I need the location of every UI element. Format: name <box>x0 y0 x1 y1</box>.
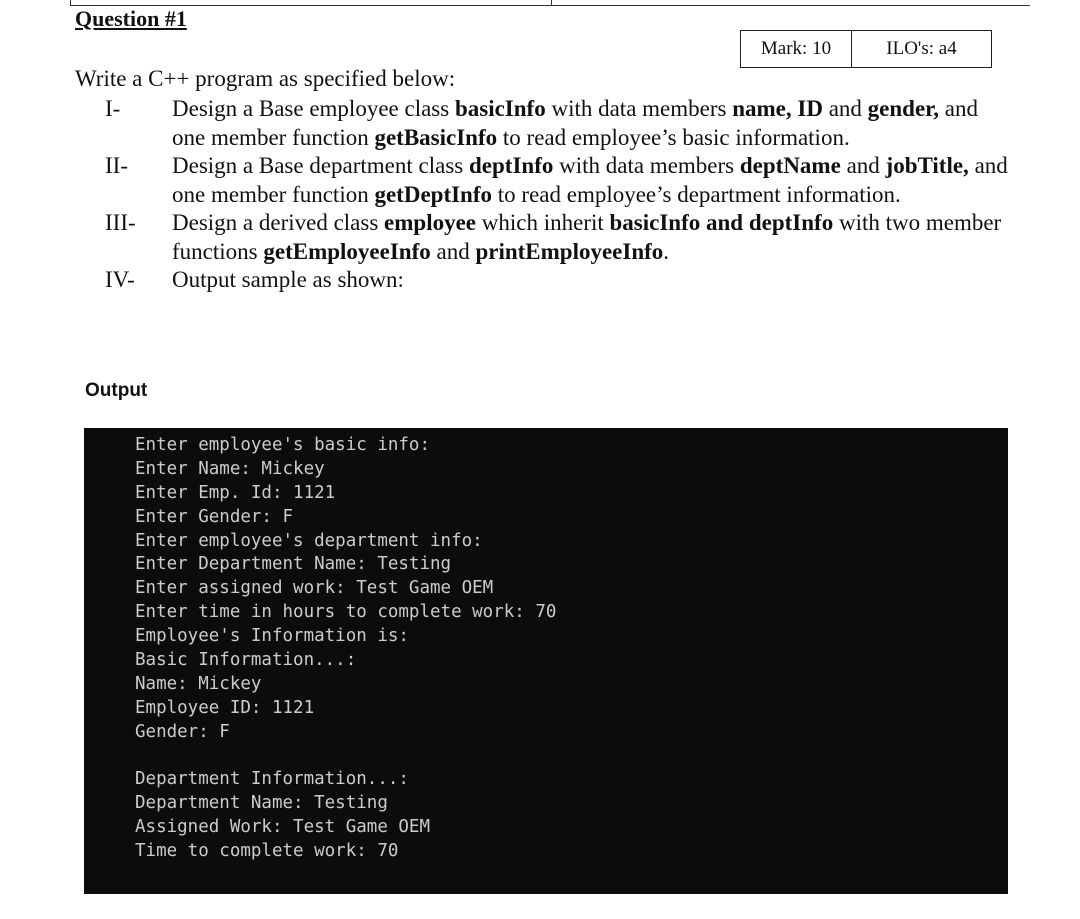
console-line <box>135 745 1008 769</box>
requirement-text: with data members <box>545 96 733 121</box>
requirement-text: Design a Base department class <box>172 153 469 178</box>
requirement-item <box>75 209 1015 266</box>
console-line: Assigned Work: Test Game OEM <box>135 817 431 838</box>
requirement-number: III- <box>105 210 136 235</box>
console-line: Enter employee's department info: <box>135 530 483 551</box>
console-line: Employee's Information is: <box>135 626 409 647</box>
console-line: Name: Mickey <box>135 673 262 694</box>
requirement-number: II- <box>105 153 128 178</box>
requirement-keyword: basicInfo and deptInfo <box>609 210 834 235</box>
requirement-text: Output sample as shown: <box>172 267 404 292</box>
top-table-border <box>70 0 1030 6</box>
intro-text: Write a C++ program as specified below: <box>75 66 456 91</box>
ilo-cell: ILO's: a4 <box>886 38 957 59</box>
console-line: Department Information...: <box>135 769 409 790</box>
requirement-text: . <box>663 238 670 264</box>
requirement-keyword: getBasicInfo <box>374 124 498 150</box>
requirement-keyword: getDeptInfo <box>374 181 493 207</box>
requirement-keyword: printEmployeeInfo <box>475 238 664 264</box>
requirement-keyword: getEmployeeInfo <box>263 238 431 264</box>
requirement-keyword: name, ID <box>732 96 823 121</box>
requirement-keyword: deptName <box>739 153 841 178</box>
requirement-text: Design a Base employee class <box>172 96 455 121</box>
question-title: Question #1 <box>75 6 187 31</box>
requirement-number: IV- <box>105 267 135 292</box>
requirement-text: and <box>822 96 868 121</box>
mark-table <box>740 30 992 68</box>
requirement-text: and one member function <box>172 153 1008 207</box>
requirement-number: I- <box>105 96 121 121</box>
requirement-item <box>75 95 1015 152</box>
console-output <box>84 428 1008 894</box>
console-line: Enter time in hours to complete work: 70 <box>135 602 557 623</box>
requirements-list <box>75 95 1015 295</box>
console-line: Enter Name: Mickey <box>135 458 325 479</box>
requirement-text: and <box>430 238 476 264</box>
console-line: Enter Emp. Id: 1121 <box>135 482 336 503</box>
console-line: Enter Gender: F <box>135 506 294 527</box>
requirement-text: with data members <box>553 153 740 178</box>
requirement-keyword: gender, <box>867 96 940 121</box>
requirement-keyword: employee <box>384 210 477 235</box>
console-line: Time to complete work: 70 <box>135 841 399 862</box>
console-line: Enter Department Name: Testing <box>135 554 452 575</box>
console-line: Employee ID: 1121 <box>135 697 315 718</box>
table-divider <box>551 0 552 5</box>
requirement-keyword: jobTitle, <box>885 153 969 178</box>
requirement-item <box>75 152 1015 209</box>
requirement-text: Design a derived class <box>172 210 385 235</box>
console-line: Enter assigned work: Test Game OEM <box>135 578 494 599</box>
requirement-keyword: basicInfo <box>454 96 546 121</box>
console-line: Gender: F <box>135 721 230 742</box>
mark-cell: Mark: 10 <box>741 31 852 67</box>
requirement-keyword: deptInfo <box>469 153 554 178</box>
requirement-text: and one member function <box>172 96 978 150</box>
requirement-text: to read employee’s department information. <box>492 181 901 207</box>
console-line: Enter employee's basic info: <box>135 435 431 455</box>
requirement-text: and <box>840 153 886 178</box>
requirement-text: which inherit <box>476 210 610 235</box>
requirement-text: with two member functions <box>172 210 1002 264</box>
console-line: Basic Information...: <box>135 650 357 671</box>
output-label: Output <box>85 380 148 401</box>
requirement-item <box>75 266 1015 295</box>
console-line: Department Name: Testing <box>135 793 388 814</box>
requirement-text: to read employee’s basic information. <box>497 124 850 150</box>
